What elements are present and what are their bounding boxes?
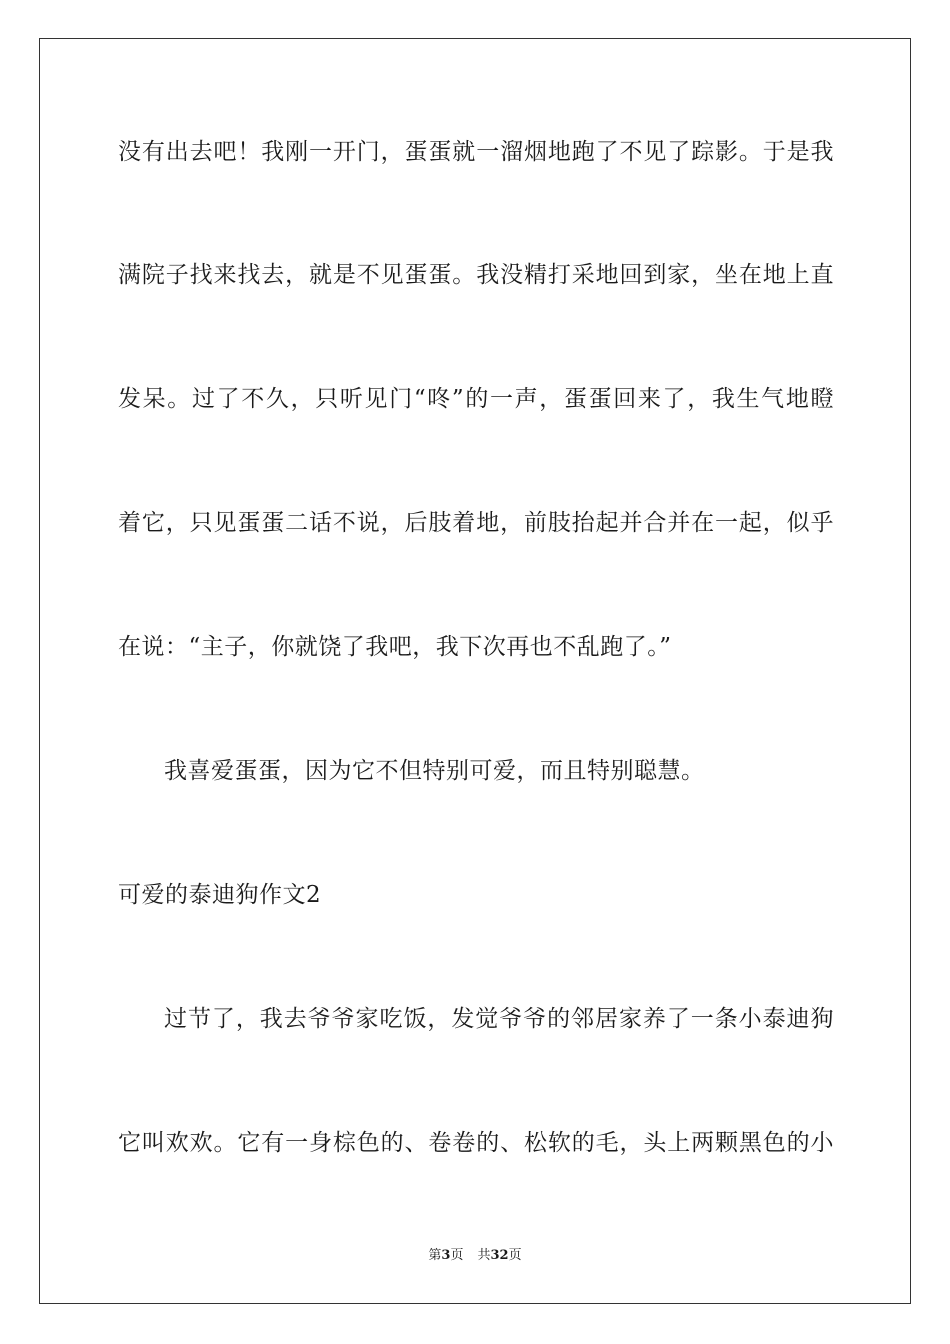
page-suffix: 页 xyxy=(450,1248,464,1263)
section-heading: 可爱的泰迪狗作文2 xyxy=(118,882,322,908)
body-text-line-7: 它叫欢欢。它有一身棕色的、卷卷的、松软的毛，头上两颗黑色的小 xyxy=(118,1130,834,1156)
page-footer xyxy=(0,1247,950,1265)
page-prefix: 第 xyxy=(428,1248,442,1263)
body-text-line-3: 发呆。过了不久，只听见门“咚”的一声，蛋蛋回来了，我生气地瞪 xyxy=(118,386,834,412)
page-frame xyxy=(39,38,911,1304)
page-number: 3 xyxy=(441,1248,451,1263)
total-pages: 32 xyxy=(490,1248,509,1263)
body-text-line-4: 着它，只见蛋蛋二话不说，后肢着地，前肢抬起并合并在一起，似乎 xyxy=(118,510,834,536)
body-text-line-1: 没有出去吧！我刚一开门，蛋蛋就一溜烟地跑了不见了踪影。于是我 xyxy=(118,139,834,165)
body-text-line-5: 在说：“主子，你就饶了我吧，我下次再也不乱跑了。” xyxy=(118,634,672,660)
total-suffix: 页 xyxy=(508,1248,522,1263)
body-text-line-2: 满院子找来找去，就是不见蛋蛋。我没精打采地回到家，坐在地上直 xyxy=(118,262,834,288)
paragraph-line: 我喜爱蛋蛋，因为它不但特别可爱，而且特别聪慧。 xyxy=(164,758,705,784)
body-text-line-6: 过节了，我去爷爷家吃饭，发觉爷爷的邻居家养了一条小泰迪狗 xyxy=(164,1006,834,1032)
total-prefix: 共 xyxy=(477,1248,491,1263)
